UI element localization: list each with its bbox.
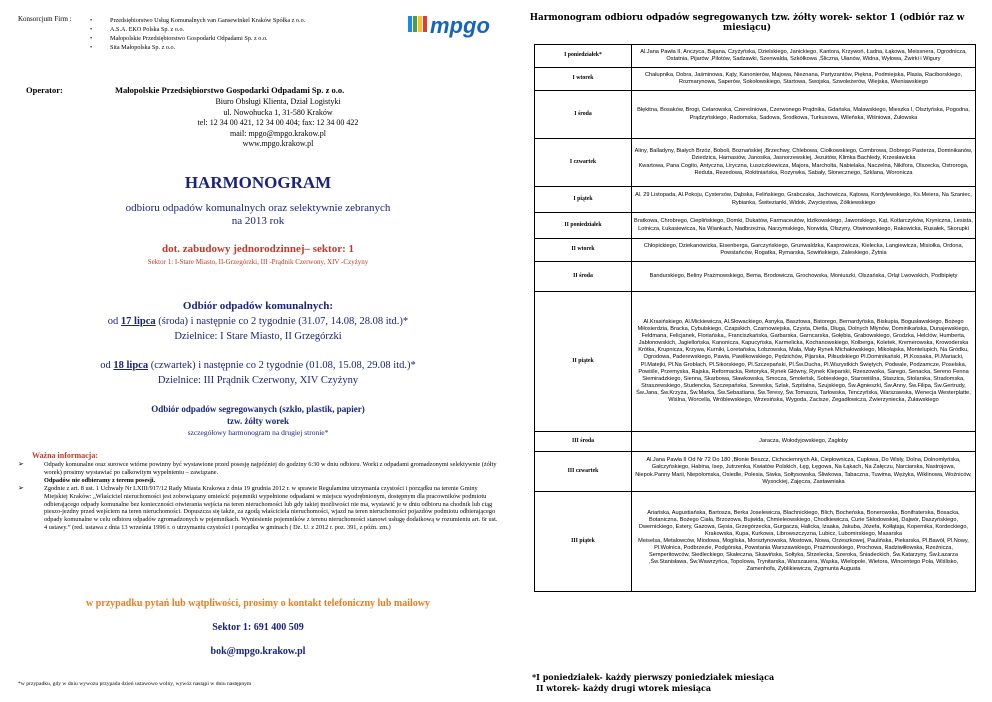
- table-cell-streets: Błękitna, Bosaków, Brogi, Celarowska, Czereśniowa, Czerwonego Prądnika, Gdańska, Malawskiego, Mieszka I, Olsztyńska, Pogodna, Prądzyńskiego, Radomska, Sadowa, Środkowa, Turkusowa, Wileńska, Wiśniowa, Żułowska: [632, 91, 976, 139]
- page-subtitle: [18, 202, 498, 228]
- konsorcjum-member: • Przedsiębiorstwo Usług Komunalnych van Gansewinkel Kraków Spółka z o.o.: [90, 16, 305, 25]
- table-row: [535, 45, 976, 68]
- table-cell-day: II piątek: [535, 292, 632, 432]
- table-cell-streets: Al.Krasińskiego, Al.Mickiewicza, Al.Słowackiego, Asnyka, Basztowa, Batorego, Bernardyńska, Biskupia, Bogusławskiego, Bożego Miłosierdzia, Bracka, Cybulskiego, Czapskich, Czarnowiejska, Czysta, Dietla, Długa, Dolnych Młynów, Dominikańska, Dunajewskiego, Feldmana, Felicjanek, Floriańska,, Franciszkańska, Garbarska, Garncarska, Gołębia, Grabowskiego, Grodzka, Helclów, Humberta, Jabłonowskich, Jagiellońska, Kanonicza, Kapucyńska, Karmelicka, Kochanowskiego, Kolberga, Koletek, Kremerowska, Krowoderska Krótka, Krupnicza, Krzywa, Kurniki, Loretańska, Łobzowska, Mała, Mały Rynek Michałowskiego, Mikołajska, Montelupich, Na Gródku, Ogrodowa, Paderewskiego, Pawia, Pawlikowskiego, Pędzichów, Pijarska, Piłsudskiego Pl.Dominikański, Pl.Kossaka, Pl.Mariacki, Pl.Matejki, Pl.Na Groblach, Pl.Sikorskiego, Pl.Szczepański, Pl.Św.Ducha, Pl.Wszystkich Świętych, Podwale, Podzamcze, Poselska, Powiśle, Przemyska, Rajska, Reformacka, Retoryka, Rynek Główny, Rynek Kleparski, Rzeszowska, Sarego, Senacka, Sereno Fenna Siemiradzkiego, Sienna, Skarbowa, Sławkowska, Smocza, Smoleńsk, Sobieskiego, Starowiślna, Staszica, Stolarska, Stradomska, Straszewskiego, Studencka, Szczepańska, Szewska, Szlak, Szpitalna, Szujskiego, Św.Agnieszki, Św.Anny, Św.Filipa, Św.Gertrudy, Św.Jana, Św.Krzyża, Św.Marka, Św.Sebastiana, Św.Teresy, Św.Tomasza, Tarłowska, Tenczyńska, Warszawska, Wenecja Westerplatte, Wiślna, Worcella, Wróblewskiego, Wrzesińska, Wygoda, Zacisze, Zegadłowicza, Zwierzyniecka, Żuławskiego: [632, 292, 976, 432]
- odbior-title: Odbiór odpadów komunalnych:: [182, 300, 334, 312]
- sector-subtitle: Sektor 1: I-Stare Miasto, II-Grzegórzki, III -Prądnik Czerwony, XIV -Czyżyny: [147, 258, 369, 266]
- odbior-text: od: [107, 316, 121, 327]
- arrow-bullet-icon: ➢: [18, 483, 24, 492]
- odbior-text: (czwartek) i następnie co 2 tygodnie (01.08, 15.08, 29.08 itd.)*: [148, 360, 416, 371]
- operator-name: Małopolskie Przedsiębiorstwo Gospodarki Odpadami Sp. z o.o.: [115, 85, 345, 95]
- table-cell-day: II poniedziałek: [535, 213, 632, 239]
- table-cell-streets: Al.Jana Pawła II, Anczyca, Bajana, Czyżyńska, Dzielskiego, Janickiego, Kantora, Krzywoń, Ładna, Łąkowa, Meissnera, Ogrodnicza, Ostatnia, Pijarów ,Pilotów, Sadzawki, Szenwalda, Szkółkowa ,Śliczna, Ułanów, Widna, Wyłowa, Żwirki i Wigury: [632, 45, 976, 68]
- table-cell-day: II wtorek: [535, 239, 632, 262]
- table-cell-day: I piątek: [535, 187, 632, 213]
- table-cell-day: I wtorek: [535, 68, 632, 91]
- table-cell-streets: Ariańska, Augustiańska, Bartosza, Berka Joselewicza, Blachnickiego, Blich, Bocheńska, Bonerowska, Bonifraterska, Bosacka, Botaniczna, Bożego Ciała, Brzozowa, Bujwida, Chmieleowskiego, Chodkiewicza, Curie Skłodowskiej, Dajwór, Daszyńskiego, Dwernickiego, Estery, Gazowa, Gęsia, Grzegórzecka, Gurgacza, Halicka, Izaaka, Jakuba, Józefa, Kołłątaja, Kopernika, Kordeckiego, Krakowska, Kupa, Kurkowa, Librowszczyzna, Lubicz, Lubomirskiego, Masarska Meiselsa, Metalowców, Miodowa, Mogilska, Morsztynowska, Mostowa, Nowa, Orzeszkowej, Paulińska, Piekarska, Pl.Bawół, Pl.Nowy, Pl.Wolnica, Podbrzezie, Podgórska, Powstania Warszawskiego, Prażmowskiego, Prochowa, Radziwiłłowska, Rzeźnicza, Semperitowców, Siedleckiego, Skałeczna, Skawińska, Sołtyka, Strzelecka, Szeroka, Śniadeckich, Św.Katarzyny, Św.Łazarza ,Św.Stanisława, Św.Wawrzyńca, Topolowa, Trynitarska, Warszauera, Wąska, Wielopole, Wietora, Wincentego Pola, Wiślisko, Zamenhofa, Zyblikiewicza, Zygmunta Augusta: [632, 492, 976, 592]
- operator-line: tel: 12 34 00 421, 12 34 00 404; fax: 12 34 00 422: [197, 118, 359, 128]
- schedule-title: Harmonogram odbioru odpadów segregowanych tzw. żółty worek- sektor 1 (odbiór raz w miesiącu): [529, 13, 965, 33]
- konsorcjum-member: • Sita Małopolska Sp. z o.o.: [90, 43, 305, 52]
- subtitle-line: na 2013 rok: [231, 215, 285, 227]
- table-row: [535, 91, 976, 139]
- important-heading: Ważna informacja:: [32, 451, 98, 460]
- sector-title: dot. zabudowy jednorodzinnej– sektor: 1: [161, 243, 354, 255]
- table-cell-streets: Chałupnika, Dobra, Jaśminowa, Kąty, Kanonierów, Majowa, Nieznana, Partyzantów, Piękna, Podmiejska, Płasia, Raciborskiego, Rozmarynowa, Saperów, Sokołowskiego, Startowa, Swojska, Szwoleżerów, Wiejska, Wieniawskiego: [632, 68, 976, 91]
- odbior-districts-2: Dzielnice: III Prądnik Czerwony, XIV Czyżyny: [157, 375, 359, 386]
- table-cell-day: III piątek: [535, 492, 632, 592]
- table-cell-streets: Bratkowa, Chrobrego, Cieplińskiego, Domki, Dukatów, Farmaceutów, Idzikowskiego, Jaworskiego, Kąt, Kotlarczyków, Kryniczna, Lesista, Lotnicza, Łukasiewicza, Na Wiankach, Nadbrzeżna, Narzymskiego, Norwida, Olszyny, Otwinowskiego, Rakowicka, Rusałek, Skorupki: [632, 213, 976, 239]
- table-row: [535, 139, 976, 187]
- operator-line: www.mpgo.krakow.pl: [242, 139, 314, 149]
- page-title: HARMONOGRAM: [184, 173, 332, 192]
- operator-contact: [138, 97, 418, 150]
- table-row: [535, 262, 976, 292]
- table-row: [535, 432, 976, 452]
- schedule-note: II wtorek- każdy drugi wtorek miesiąca: [536, 683, 712, 693]
- right-column: [516, 0, 978, 702]
- table-cell-streets: Al.Jana Pawła II Od Nr 72 Do 180 ,Błonie Beszcz, Cichociemnych Ak, Ciepłownicza, Cupłowa, Do Wisły, Dolna, Dolnomłyńska, Gałczyńskiego, Habina, Isep, Jutrzenka, Kwiatów Polskich, Łęg, Łęgowa, Na Łąkach, Na Załęczu, Narciarska, Nastrojowa, Niepok.Panny Marii, Niepołomska, Osiedle, Polesia, Siwka, Sołtysowska, Śliwkowa, Tabaczna, Tuwima, Wężyka, Wiklinowa, Woźniców, Wysockiej, Zajęcza, Zastawniaka: [632, 452, 976, 492]
- operator-label: Operator:: [26, 85, 63, 95]
- konsorcjum-member: • A.S.A. EKO Polska Sp. z o.o.: [90, 25, 305, 34]
- table-row: [535, 213, 976, 239]
- table-row: [535, 239, 976, 262]
- table-cell-day: III czwartek: [535, 452, 632, 492]
- arrow-bullet-icon: ➢: [18, 460, 24, 468]
- info-text-bold: Odpadów nie odbieramy z terenu posesji.: [44, 476, 156, 484]
- logo-text: mpgo: [430, 14, 490, 38]
- contact-prompt: w przypadku pytań lub wątpliwości, prosimy o kontakt telefoniczny lub mailowy: [85, 598, 431, 609]
- schedule-table: [534, 44, 976, 592]
- odbior-text: od: [100, 360, 114, 371]
- footnote: *w przypadku, gdy w dniu wywozu przypada dzień ustawowo wolny, wywóz nastąpi w dniu następnym: [18, 681, 252, 687]
- odbior-text: (środa) i następnie co 2 tygodnie (31.07, 14.08, 28.08 itd.)*: [155, 316, 409, 327]
- info-item: [18, 485, 498, 532]
- info-item: [18, 461, 498, 485]
- table-row: [535, 452, 976, 492]
- table-cell-day: I środa: [535, 91, 632, 139]
- contact-email[interactable]: bok@mpgo.krakow.pl: [210, 646, 306, 657]
- segregated-note: szczegółowy harmonogram na drugiej stronie*: [187, 428, 329, 437]
- odbior-districts-1: Dzielnice: I Stare Miasto, II Grzegórzki: [174, 331, 342, 342]
- operator-line: mail: mpgo@mpgo.krakow.pl: [230, 128, 326, 138]
- table-cell-streets: Jaracza, Wołodyjowskiego, Zagłoby: [632, 432, 976, 452]
- konsorcjum-label: Konsorcjum Firm :: [18, 15, 72, 23]
- table-row: [535, 292, 976, 432]
- schedule-note: *I poniedziałek- każdy pierwszy poniedziałek miesiąca: [532, 672, 775, 682]
- odbior-schedule-2: [18, 360, 498, 371]
- konsorcjum-member: • Małopolskie Przedsiębiorstwo Gospodarki Odpadami Sp. z o.o.: [90, 34, 305, 43]
- segregated-title: Odbiór odpadów segregowanych (szkło, plastik, papier): [151, 404, 365, 414]
- table-cell-day: I czwartek: [535, 139, 632, 187]
- table-cell-streets: Aliny, Balladyny, Białych Brzóz, Boboli, Boznańskiej ,Brzechwy, Chlebowa, Ciołkowskiego, Combrowa, Dobrego Pasterza, Dominikanów, Dziedzica, Harnasiów, Janosika, Jasnorzewskiej, Jezuitów, Klimka Bachledy, Krzesławicka Kwartowa, Pana Cogito, Antyczna, Liryczna, Łuszczkiewicza, Majora, Marcholta, Nabielaka, Naczelna, Nikifora, Olszecka, Ostroroga, Reduta, Rezedowa, Rokitniańska, Rozyrwka, Sabały, Słonecznego, Szklana, Woronicza: [632, 139, 976, 187]
- table-row: [535, 187, 976, 213]
- table-row: [535, 68, 976, 91]
- info-text: Odpady komunalne oraz surowce wtórne powinny być wystawione przed posesję najpóźniej do godziny 6:30 w dniu odbioru. Worki z odpadami gromadzonymi selektywnie (żółty worek) prosimy wystawiać po całkowitym wypełnieniu – zawiązane.: [44, 461, 497, 476]
- subtitle-line: odbioru odpadów komunalnych oraz selektywnie zebranych: [125, 202, 391, 214]
- operator-line: Biuro Obsługi Klienta, Dział Logistyki: [215, 97, 341, 106]
- table-cell-day: III środa: [535, 432, 632, 452]
- table-cell-streets: Al. 29 Listopada, Al.Pokoju, Cystersów, Dąbska, Felińskiego, Grabczaka, Jachowicza, Kątowa, Kordylewskiego, Ks.Meiera, Na Szaniec, Rybianka, Świtezianki, Widok, Zwycięstwa, Żółkiewskiego: [632, 187, 976, 213]
- operator-line: ul. Nowohucka 1, 31-580 Kraków: [223, 107, 333, 117]
- table-cell-day: I poniedziałek*: [535, 45, 632, 68]
- table-cell-streets: Bandurskiego, Beliny Prażmowskiego, Bema, Brodowicza, Grochowska, Moniuszki, Olszańska, Orląt Lwowskich, Podbipięty: [632, 262, 976, 292]
- odbior-date: 18 lipca: [113, 360, 149, 371]
- odbior-schedule-1: [18, 316, 498, 327]
- konsorcjum-list: [90, 16, 305, 52]
- table-cell-streets: Chłopickiego, Dziekanowicka, Eisenberga, Garczyńskiego, Grunwaldzka, Kasprowicza, Kielecka, Langiewicza, Misiołka, Ordona, Powstańców, Rogatka, Rymarska, Sowińskiego, Zaleskiego, Żytnia: [632, 239, 976, 262]
- table-cell-day: II środa: [535, 262, 632, 292]
- odbior-date: 17 lipca: [120, 316, 156, 327]
- table-row: [535, 492, 976, 592]
- info-text: Zgodnie z art. 8 ust. 1 Uchwały Nr LXIII/917/12 Rady Miasta Krakowa z dnia 19 grudnia 2012 r. w sprawie Regulaminu utrzymania czystości i porządku na terenie Gminy Miejskiej Kraków: „Właściciel nieruchomości jest zobowiązany umieścić pojemniki wypełnione odpadami w miejscu wyodrębnionym, dostępnym dla pracowników podmiotu odbierającego odpady komunalne bez konieczności otwierania wejścia na teren nieruchomości lub gdy takiej możliwości nie ma, wystawić je w dniu odbioru na chodnik lub ciąg pieszo-jezdny przed wejściem na teren nieruchomości. Dopuszcza się także, za zgodą właściciela nieruchomości, wjazd na teren nieruchomości pojazdów podmiotu odbierającego odpady komunalne w celu odbioru odpadów zgromadzonych w pojemnikach. Wyniesienie pojemników z terenu nieruchomości stanowi usługę dodatkową w rozumieniu art. 6r ust. 4 ustawy.” (red. ustawa z dnia 13 września 1996 r. o utrzymaniu czystości i porządku w gminach ( Dz. U. z 2012 r. poz. 391, z późn. zm.): [44, 484, 498, 532]
- mpgo-logo: [408, 14, 508, 40]
- important-info: [18, 461, 498, 532]
- segregated-subtitle: tzw. żółty worek: [226, 416, 290, 426]
- sector-phone[interactable]: Sektor 1: 691 400 509: [212, 622, 304, 633]
